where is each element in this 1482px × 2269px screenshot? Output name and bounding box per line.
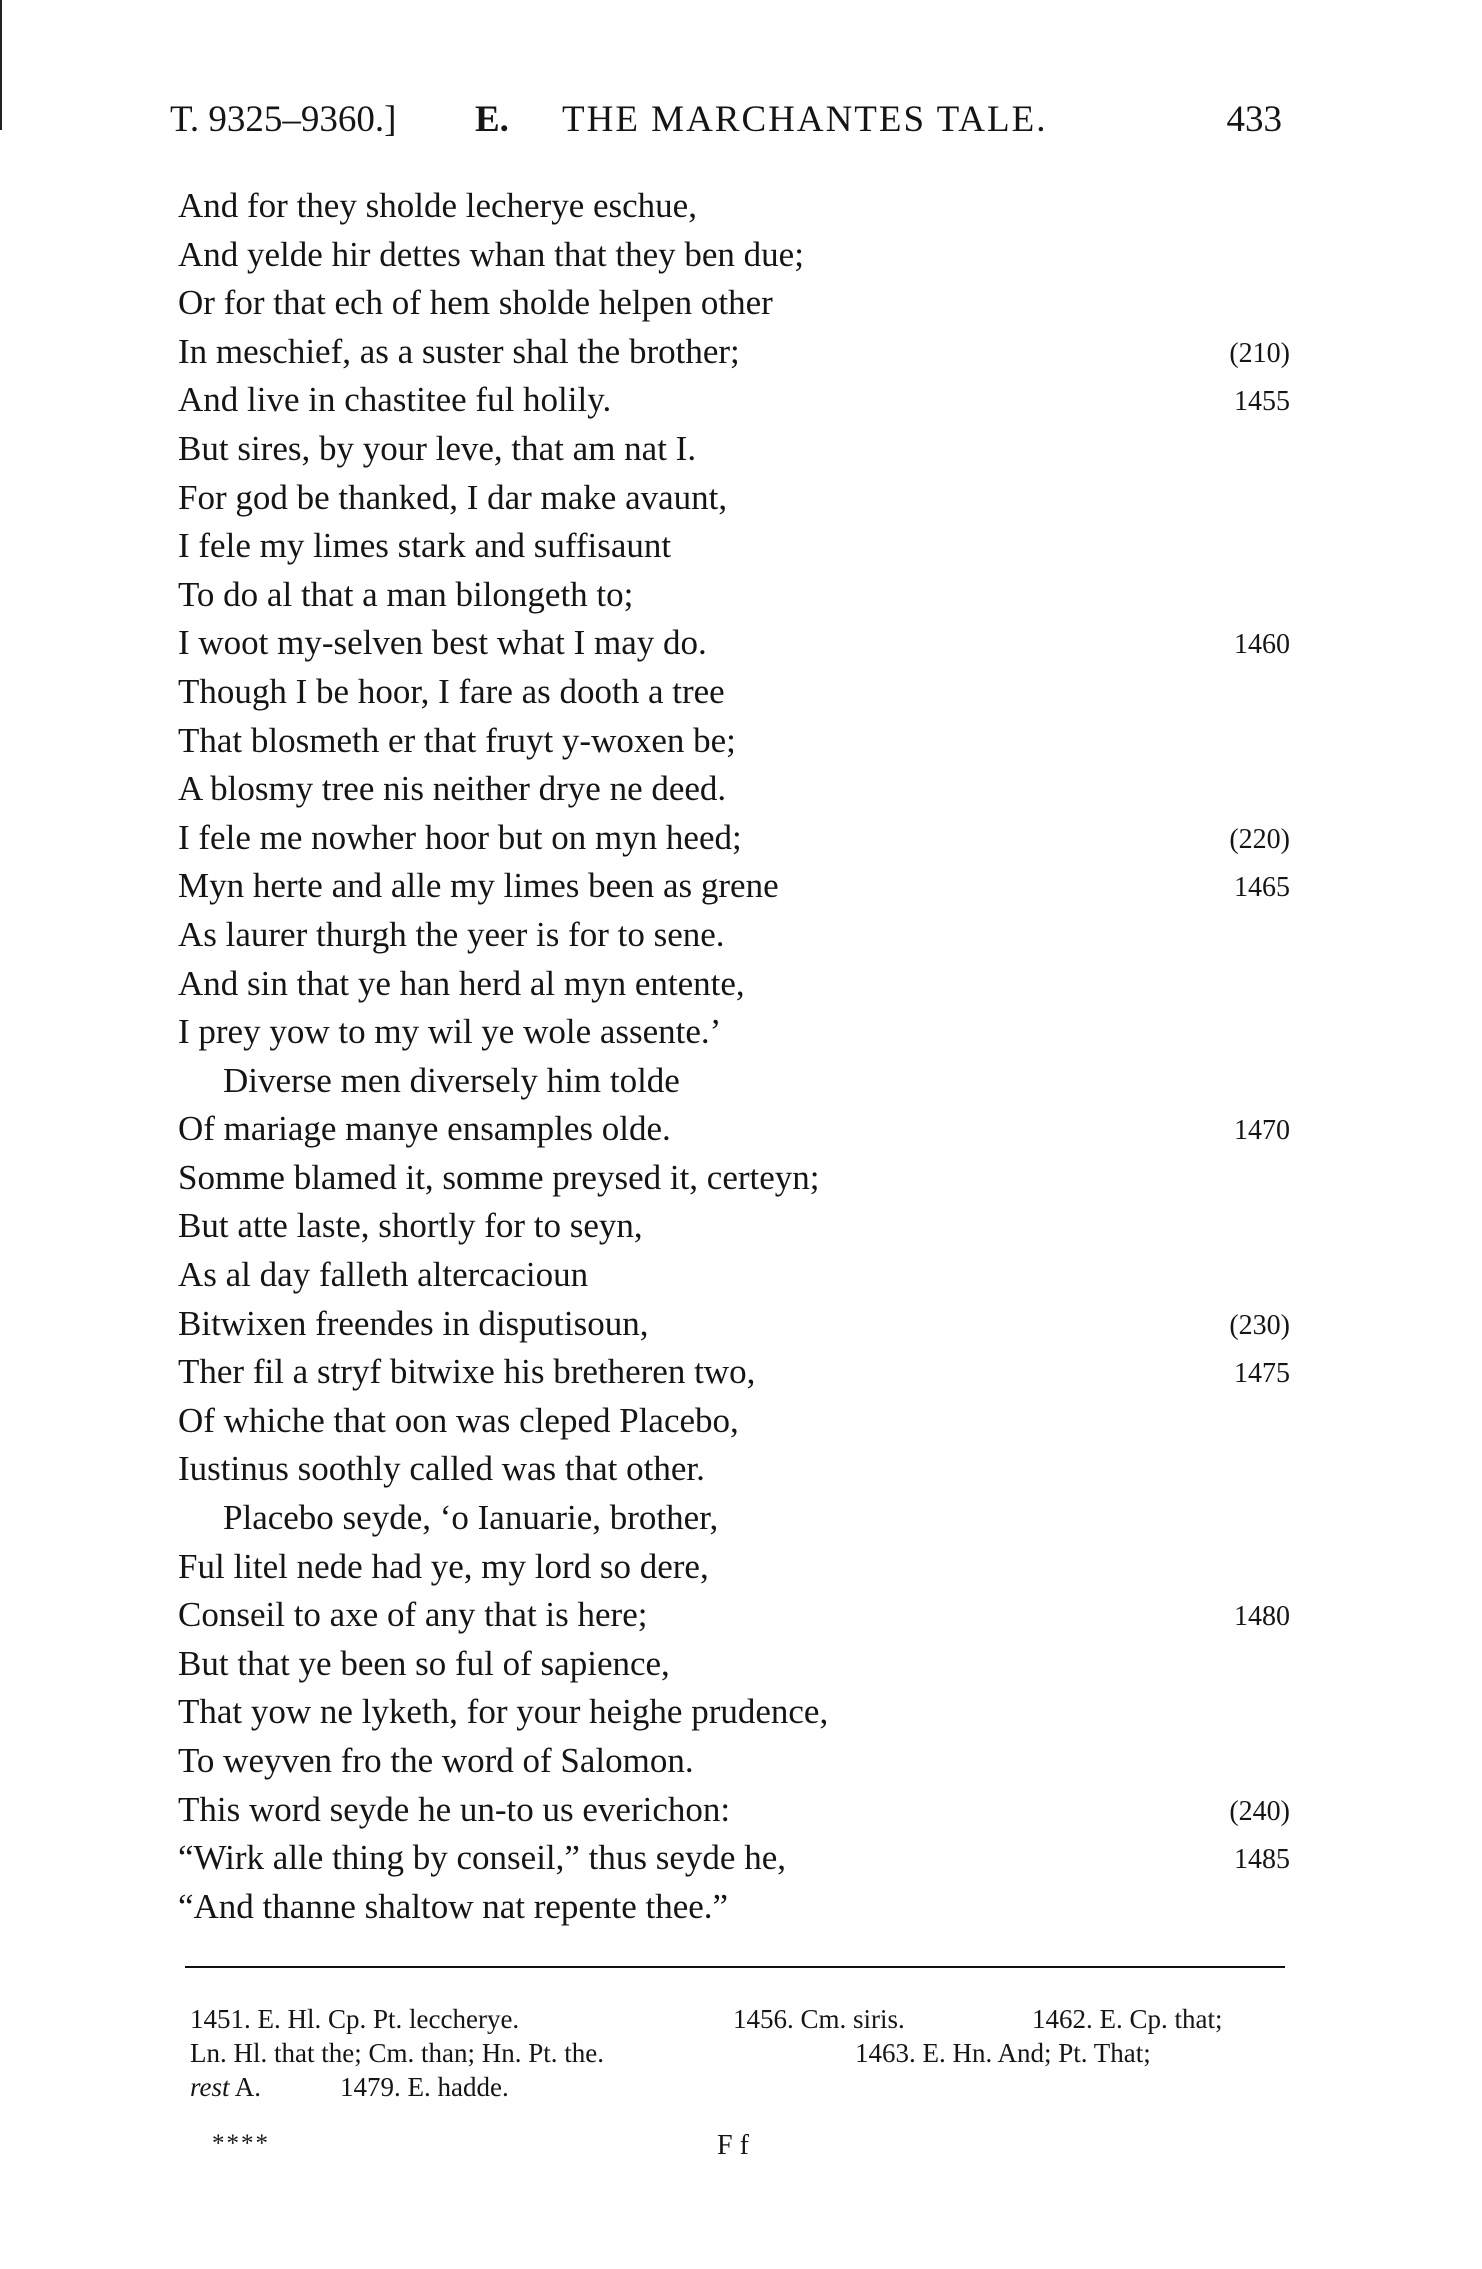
- verse-text: “And thanne shaltow nat repente thee.”: [178, 1886, 729, 1926]
- verse-text: As al day falleth altercacioun: [178, 1255, 589, 1295]
- verse-line: [178, 1251, 1290, 1300]
- verse-text: Bitwixen freendes in disputisoun,: [178, 1303, 649, 1343]
- line-number: (210): [1229, 337, 1290, 369]
- verse-line: [178, 231, 1290, 280]
- verse-line: [178, 522, 1290, 571]
- line-number: 1480: [1234, 1601, 1290, 1633]
- verse-line: [178, 474, 1290, 523]
- verse-text: As laurer thurgh the yeer is for to sene.: [178, 914, 725, 954]
- verse-line: [178, 1202, 1290, 1251]
- verse-text: Though I be hoor, I fare as dooth a tree: [178, 671, 725, 711]
- verse-text: Iustinus soothly called was that other.: [178, 1449, 705, 1489]
- verse-text: But sires, by your leve, that am nat I.: [178, 428, 697, 468]
- verse-text: Somme blamed it, somme preysed it, certeyn;: [178, 1157, 820, 1197]
- verse-line: [178, 1300, 1290, 1349]
- verse-line: [178, 619, 1290, 668]
- verse-line: [178, 1737, 1290, 1786]
- verse-text: I woot my-selven best what I may do.: [178, 623, 707, 663]
- verse-text: I fele my limes stark and suffisaunt: [178, 526, 672, 566]
- footnote-entry: 1456. Cm. siris.: [733, 2004, 905, 2034]
- verse-line: [178, 765, 1290, 814]
- verse-text: Myn herte and alle my limes been as grene: [178, 866, 779, 906]
- footnotes: [190, 2002, 1290, 2104]
- line-number: (240): [1229, 1795, 1290, 1827]
- verse-line: [178, 425, 1290, 474]
- verse-text: This word seyde he un-to us everichon:: [178, 1789, 731, 1829]
- verse-text: I fele me nowher hoor but on myn heed;: [178, 817, 742, 857]
- verse-text: In meschief, as a suster shal the brother;: [178, 331, 740, 371]
- footnote-row: [190, 2002, 1290, 2036]
- verse-line: [178, 1688, 1290, 1737]
- verse-text: Of whiche that oon was cleped Placebo,: [178, 1400, 739, 1440]
- verse-line: [178, 1591, 1290, 1640]
- verse-text: Or for that ech of hem sholde helpen other: [178, 283, 773, 323]
- footnote-entry: Ln. Hl. that the; Cm. than; Hn. Pt. the.: [190, 2038, 604, 2068]
- footnote-row: [190, 2036, 1290, 2070]
- verse-line: [178, 1883, 1290, 1932]
- verse-text: And yelde hir dettes whan that they ben due;: [178, 234, 804, 274]
- verse-line: [178, 1640, 1290, 1689]
- line-number: (230): [1229, 1309, 1290, 1341]
- verse-text: To do al that a man bilongeth to;: [178, 574, 634, 614]
- verse-text: But that ye been so ful of sapience,: [178, 1643, 670, 1683]
- signature-mark: F f: [717, 2130, 749, 2161]
- footnote-entry: 1479. E. hadde.: [340, 2072, 509, 2102]
- verse-line: [178, 328, 1290, 377]
- footnote-source: A.: [229, 2072, 262, 2102]
- line-number: 1485: [1234, 1844, 1290, 1876]
- footnote-entry: 1463. E. Hn. And; Pt. That;: [855, 2038, 1151, 2068]
- verse-line: [178, 279, 1290, 328]
- verse-line: [178, 814, 1290, 863]
- verse-text: “Wirk alle thing by conseil,” thus seyde he,: [178, 1838, 787, 1878]
- footnote-entry: 1451. E. Hl. Cp. Pt. leccherye.: [190, 2004, 520, 2034]
- verse-text: To weyven fro the word of Salomon.: [178, 1741, 694, 1780]
- verse-text: And for they sholde lecherye eschue,: [178, 186, 697, 225]
- verse-text: For god be thanked, I dar make avaunt,: [178, 477, 728, 517]
- verse-text: Diverse men diversely him tolde: [223, 1060, 680, 1100]
- verse-text: And live in chastitee ful holily.: [178, 380, 612, 420]
- footer-stars: ****: [212, 2130, 270, 2157]
- line-number: (220): [1229, 823, 1290, 855]
- verse-line: [178, 1543, 1290, 1592]
- verse-line: [178, 717, 1290, 766]
- header-section-mark: E.: [475, 99, 509, 140]
- verse-line: [178, 668, 1290, 717]
- footnote-row: [190, 2070, 1290, 2104]
- verse-line: [178, 571, 1290, 620]
- page-footer: [212, 2130, 912, 2170]
- line-number: 1470: [1234, 1115, 1290, 1147]
- verse-line: [178, 1008, 1290, 1057]
- verse-text: Ther fil a stryf bitwixe his bretheren two,: [178, 1352, 756, 1392]
- verse-text: Of mariage manye ensamples olde.: [178, 1109, 671, 1149]
- verse-line: [178, 1348, 1290, 1397]
- verse-line: [178, 1494, 1290, 1543]
- line-number: 1460: [1234, 629, 1290, 661]
- verse-line: [178, 911, 1290, 960]
- verse-text: Placebo seyde, ‘o Ianuarie, brother,: [223, 1498, 719, 1538]
- verse-text: A blosmy tree nis neither drye ne deed.: [178, 769, 727, 809]
- poem-text: [178, 182, 1290, 1931]
- verse-line: [178, 182, 1290, 231]
- verse-line: [178, 1105, 1290, 1154]
- verse-line: [178, 862, 1290, 911]
- footnote-entry: 1462. E. Cp. that;: [1032, 2004, 1223, 2034]
- header-line-range: T. 9325–9360.]: [170, 99, 397, 140]
- verse-text: But atte laste, shortly for to seyn,: [178, 1206, 643, 1246]
- footnote-divider: [185, 1966, 1285, 1968]
- verse-text: I prey yow to my wil ye wole assente.’: [178, 1012, 722, 1052]
- verse-text: That yow ne lyketh, for your heighe prudence,: [178, 1692, 829, 1732]
- verse-text: Conseil to axe of any that is here;: [178, 1595, 648, 1635]
- verse-line: [178, 1057, 1290, 1106]
- verse-line: [178, 1397, 1290, 1446]
- verse-text: And sin that ye han herd al myn entente,: [178, 963, 745, 1003]
- line-number: 1475: [1234, 1358, 1290, 1390]
- page-edge-mark: [0, 0, 2, 130]
- line-number: 1465: [1234, 872, 1290, 904]
- verse-text: That blosmeth er that fruyt y-woxen be;: [178, 720, 736, 760]
- verse-line: [178, 1154, 1290, 1203]
- page-number: 433: [1226, 99, 1282, 140]
- footnote-entry: [190, 2070, 261, 2104]
- verse-line: [178, 1445, 1290, 1494]
- verse-line: [178, 1786, 1290, 1835]
- header-title: THE MARCHANTES TALE.: [562, 99, 1048, 140]
- line-number: 1455: [1234, 386, 1290, 418]
- running-header: [170, 98, 1282, 148]
- footnote-italic-rest: rest: [190, 2072, 230, 2102]
- verse-line: [178, 960, 1290, 1009]
- verse-line: [178, 376, 1290, 425]
- verse-line: [178, 1834, 1290, 1883]
- verse-text: Ful litel nede had ye, my lord so dere,: [178, 1546, 709, 1586]
